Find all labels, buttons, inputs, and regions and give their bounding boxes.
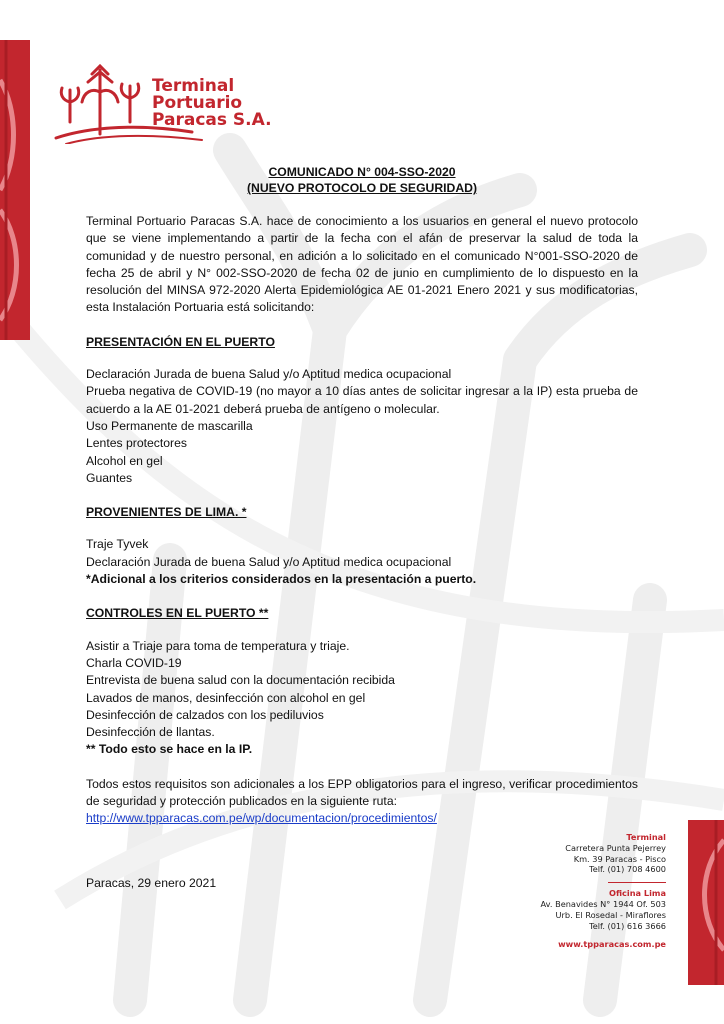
list-item: Desinfección de calzados con los pediluvios: [86, 707, 324, 722]
list-item: Desinfección de llantas.: [86, 725, 215, 740]
procedures-link[interactable]: http://www.tpparacas.com.pe/wp/documentacion/procedimientos/: [86, 811, 437, 826]
company-name-line-3: Paracas S.A.: [152, 110, 272, 130]
footer-terminal-line: Km. 39 Paracas - Pisco: [573, 853, 666, 864]
list-item: Charla COVID-19: [86, 655, 182, 670]
list-item: Lentes protectores: [86, 436, 187, 451]
section-list-controles: [86, 638, 638, 759]
document-date: Paracas, 29 enero 2021: [86, 876, 217, 890]
right-decorative-stripe: [688, 820, 724, 985]
section-heading-controles: CONTROLES EN EL PUERTO **: [86, 606, 269, 621]
list-item: Asistir a Triaje para toma de temperatura y triaje.: [86, 638, 350, 653]
list-item: Guantes: [86, 470, 133, 485]
company-name-line-2: Portuario: [152, 93, 243, 113]
left-decorative-stripe: [0, 40, 30, 340]
list-item: Traje Tyvek: [86, 537, 149, 552]
list-item: Prueba negativa de COVID-19 (no mayor a 10 días antes de solicitar ingresar a la IP) esta prueba de acuerdo a la AE 01-2021 deberá prueba de antígeno o molecular.: [86, 384, 638, 416]
section-list-lima: [86, 536, 638, 588]
footer-lima-line: Telf. (01) 616 3666: [589, 920, 666, 931]
title-line-1: COMUNICADO N° 004-SSO-2020: [268, 165, 456, 179]
document-body: [86, 164, 638, 828]
section-note-controles: ** Todo esto se hace en la IP.: [86, 742, 253, 757]
footer-lima-heading: Oficina Lima: [609, 888, 666, 899]
document-title: [86, 164, 638, 196]
footer-lima-line: Urb. El Rosedal - Miraflores: [555, 909, 666, 920]
company-name: [152, 78, 272, 129]
section-note-lima: *Adicional a los criterios considerados en la presentación a puerto.: [86, 572, 477, 587]
section-list-presentacion: [86, 366, 638, 487]
footer-lima-line: Av. Benavides N° 1944 Of. 503: [540, 898, 666, 909]
closing-text: Todos estos requisitos son adicionales a los EPP obligatorios para el ingreso, verificar procedimientos de seguridad y protección publicados en la siguiente ruta:: [86, 776, 638, 809]
list-item: Declaración Jurada de buena Salud y/o Aptitud medica ocupacional: [86, 367, 452, 382]
list-item: Lavados de manos, desinfección con alcohol en gel: [86, 690, 366, 705]
intro-paragraph: Terminal Portuario Paracas S.A. hace de conocimiento a los usuarios en general el nuevo protocolo que se viene implementando a partir de la fecha con el afán de preservar la salud de toda la comunidad y de nuestro personal, en adición a lo solicitado en el comunicado N°001-SSO-2020 de fecha 25 de abril y N° 002-SSO-2020 de fecha 02 de junio en cumplimiento de lo dispuesto en la resolución del MINSA 972-2020 Alerta Epidemiológica AE 01-2021 Enero 2021 y sus modificatorias, esta Instalación Portuaria está solicitando:: [86, 214, 638, 315]
footer-terminal-heading: Terminal: [626, 832, 666, 842]
list-item: Uso Permanente de mascarilla: [86, 418, 253, 433]
list-item: Alcohol en gel: [86, 453, 163, 468]
section-heading-presentacion: PRESENTACIÓN EN EL PUERTO: [86, 334, 275, 349]
footer-divider: [608, 882, 666, 883]
company-name-line-1: Terminal: [152, 76, 235, 96]
closing-paragraph: [86, 776, 638, 828]
footer-terminal-line: Telf. (01) 708 4600: [589, 864, 666, 875]
list-item: Entrevista de buena salud con la documentación recibida: [86, 673, 395, 688]
footer-contact-block: [541, 832, 666, 950]
footer-website[interactable]: www.tpparacas.com.pe: [558, 939, 666, 950]
list-item: Declaración Jurada de buena Salud y/o Aptitud medica ocupacional: [86, 554, 452, 569]
footer-terminal-line: Carretera Punta Pejerrey: [565, 842, 666, 853]
section-heading-lima: PROVENIENTES DE LIMA. *: [86, 505, 247, 520]
title-line-2: (NUEVO PROTOCOLO DE SEGURIDAD): [247, 181, 477, 195]
